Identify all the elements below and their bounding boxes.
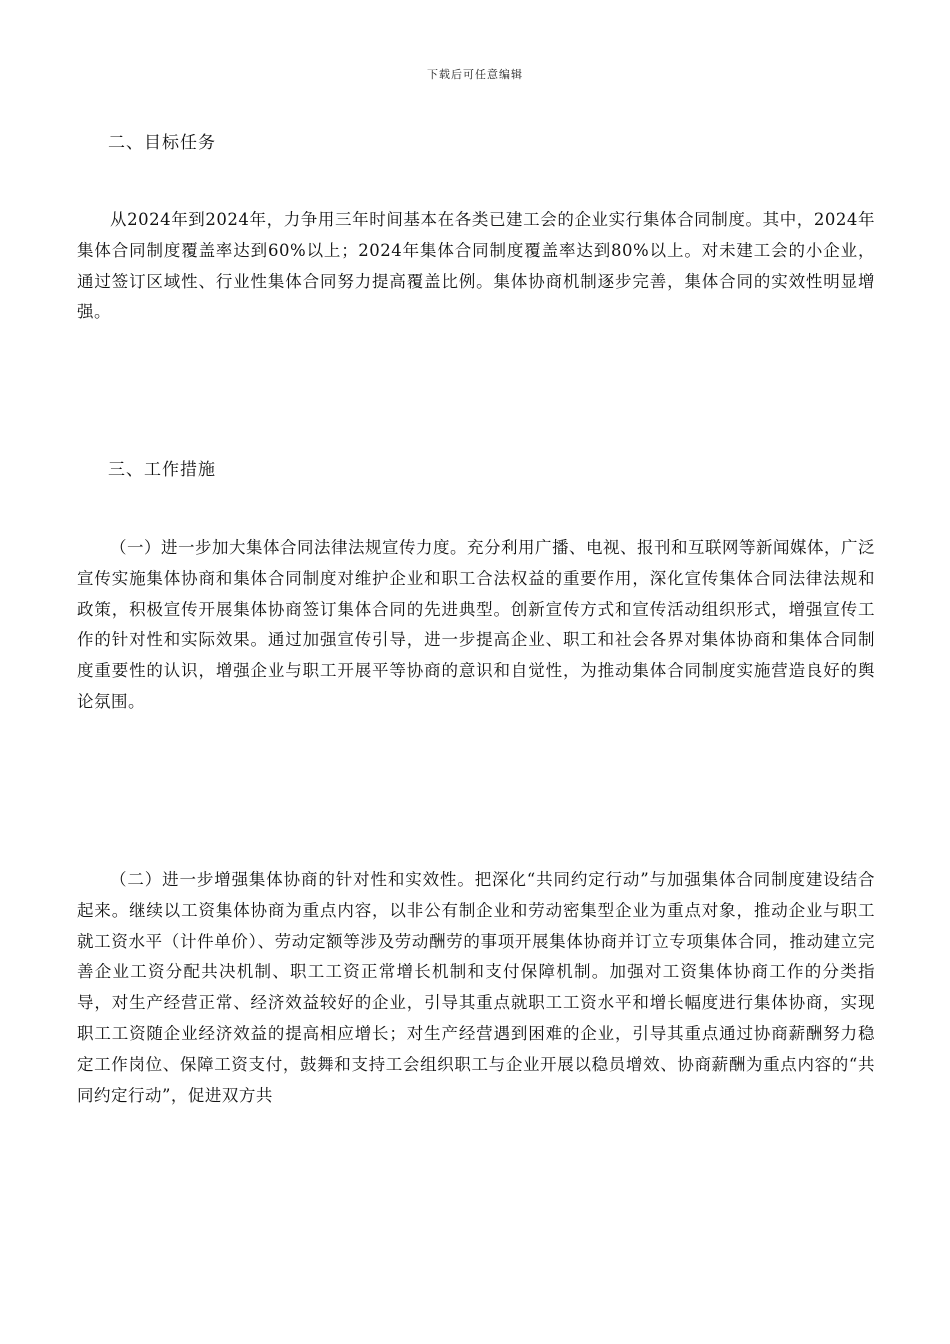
section-heading-goals: 二、目标任务: [108, 133, 216, 153]
section-heading-measures: 三、工作措施: [108, 460, 216, 480]
header-note: 下载后可任意编辑: [427, 68, 523, 81]
paragraph-goals: 从2024年到2024年，力争用三年时间基本在各类已建工会的企业实行集体合同制度。其中，2024年集体合同制度覆盖率达到60%以上；2024年集体合同制度覆盖率达到80%以上。对未建工会的小企业，通过签订区域性、行业性集体合同努力提高覆盖比例。集体协商机制逐步完善，集体合同的实效性明显增强。: [77, 210, 875, 322]
paragraph-measure-2: （二）进一步增强集体协商的针对性和实效性。把深化“共同约定行动”与加强集体合同制度建设结合起来。继续以工资集体协商为重点内容，以非公有制企业和劳动密集型企业为重点对象，推动企业与职工就工资水平（计件单价）、劳动定额等涉及劳动酬劳的事项开展集体协商并订立专项集体合同，推动建立完善企业工资分配共决机制、职工工资正常增长机制和支付保障机制。加强对工资集体协商工作的分类指导，对生产经营正常、经济效益较好的企业，引导其重点就职工工资水平和增长幅度进行集体协商，实现职工工资随企业经济效益的提高相应增长；对生产经营遇到困难的企业，引导其重点通过协商薪酬努力稳定工作岗位、保障工资支付，鼓舞和支持工会组织职工与企业开展以稳员增效、协商薪酬为重点内容的“共同约定行动”，促进双方共: [77, 870, 875, 1105]
paragraph-measure-1: （一）进一步加大集体合同法律法规宣传力度。充分利用广播、电视、报刊和互联网等新闻媒体，广泛宣传实施集体协商和集体合同制度对维护企业和职工合法权益的重要作用，深化宣传集体合同法律法规和政策，积极宣传开展集体协商签订集体合同的先进典型。创新宣传方式和宣传活动组织形式，增强宣传工作的针对性和实际效果。通过加强宣传引导，进一步提高企业、职工和社会各界对集体协商和集体合同制度重要性的认识，增强企业与职工开展平等协商的意识和自觉性，为推动集体合同制度实施营造良好的舆论氛围。: [77, 538, 875, 711]
